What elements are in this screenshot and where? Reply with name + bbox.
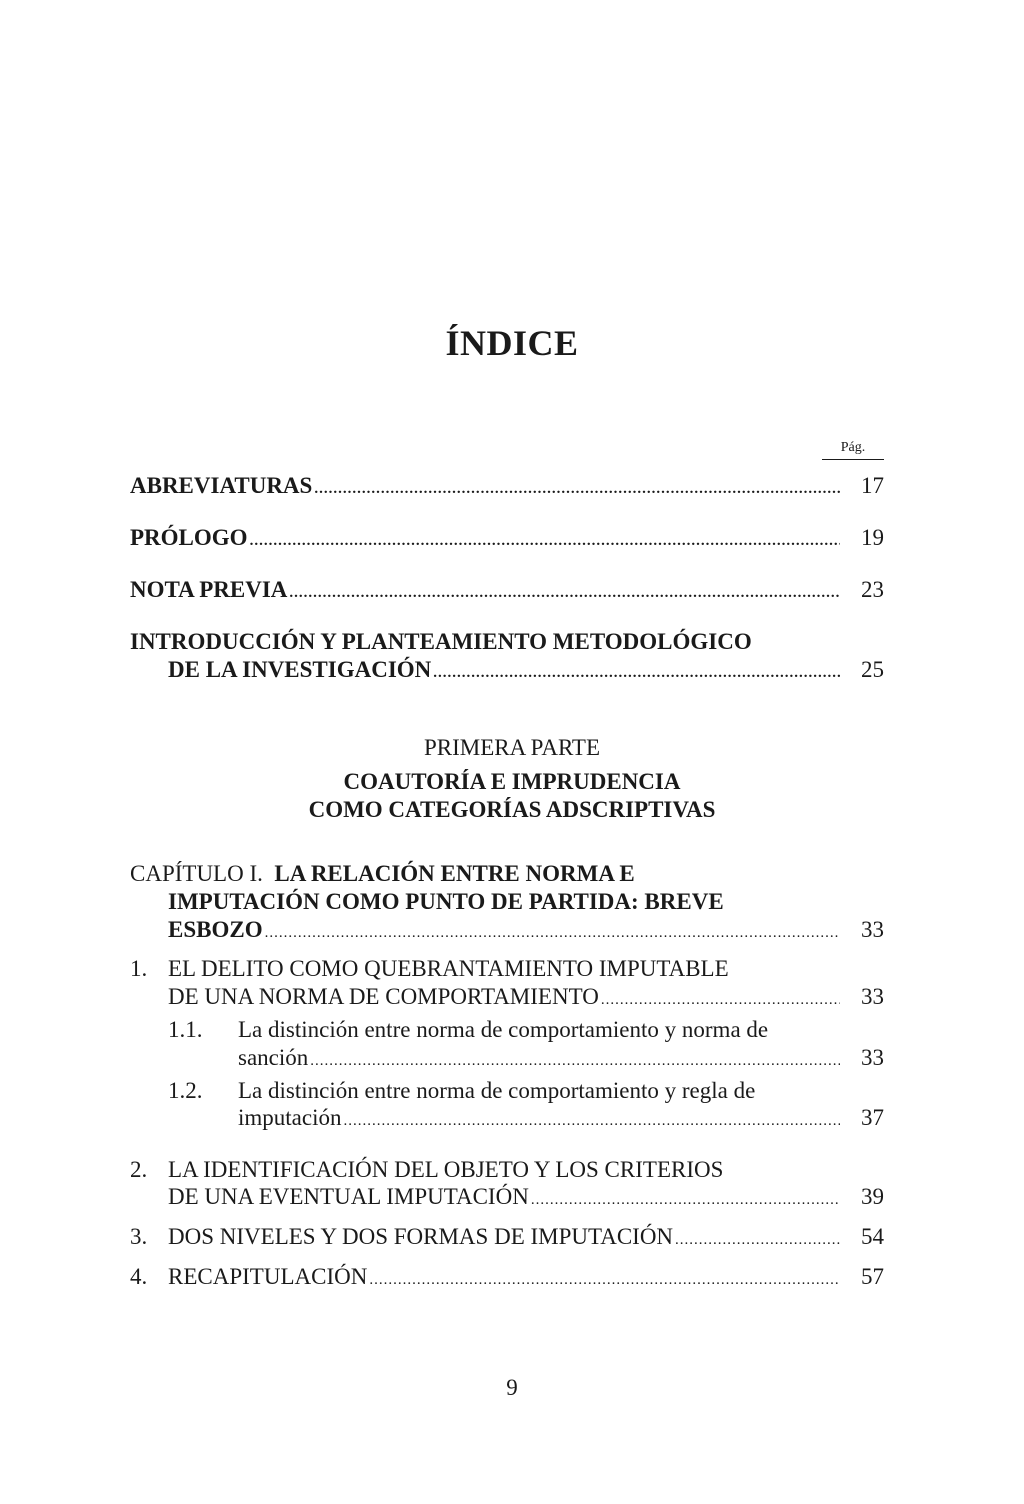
- toc-entry-label: ABREVIATURAS: [130, 473, 313, 498]
- section-number: 2.: [130, 1157, 148, 1182]
- subsection-title-line2: imputación: [238, 1105, 342, 1130]
- section-entry-3[interactable]: [168, 1222, 884, 1252]
- toc-entry-label: DE LA INVESTIGACIÓN: [168, 657, 432, 682]
- section-entry-2[interactable]: [168, 1182, 884, 1212]
- toc-entry-page: 17: [861, 473, 884, 498]
- toc-entry-page: 33: [861, 984, 884, 1009]
- chapter-title-line2: IMPUTACIÓN COMO PUNTO DE PARTIDA: BREVE: [168, 889, 724, 914]
- toc-entry-introduccion-line1[interactable]: INTRODUCCIÓN Y PLANTEAMIENTO METODOLÓGICO: [130, 629, 752, 654]
- part-title-line2: COMO CATEGORÍAS ADSCRIPTIVAS: [308, 797, 716, 822]
- dot-leader: [343, 1106, 840, 1136]
- subsection-title-line1[interactable]: La distinción entre norma de comportamiento y norma de: [238, 1017, 769, 1042]
- dot-leader: [265, 918, 840, 948]
- section-number: 4.: [130, 1264, 148, 1289]
- section-title-line1[interactable]: EL DELITO COMO QUEBRANTAMIENTO IMPUTABLE: [168, 956, 729, 981]
- section-entry-1[interactable]: [168, 982, 884, 1012]
- toc-entry-introduccion[interactable]: [168, 655, 884, 685]
- toc-entry-page: 23: [861, 577, 884, 602]
- toc-entry-label: NOTA PREVIA: [130, 577, 288, 602]
- dot-leader: [675, 1225, 840, 1255]
- toc-entry-abreviaturas[interactable]: [130, 471, 884, 501]
- toc-entry-page: 33: [861, 917, 884, 942]
- chapter-entry[interactable]: [168, 915, 884, 945]
- section-number: 3.: [130, 1224, 148, 1249]
- section-title-line2: DE UNA EVENTUAL IMPUTACIÓN: [168, 1184, 529, 1209]
- toc-entry-prologo[interactable]: [130, 523, 884, 553]
- section-title: RECAPITULACIÓN: [168, 1264, 368, 1289]
- subsection-title-line1[interactable]: La distinción entre norma de comportamiento y regla de: [238, 1078, 756, 1103]
- subsection-entry-1-1[interactable]: [238, 1043, 884, 1073]
- chapter-title-line3: ESBOZO: [168, 917, 263, 942]
- toc-entry-page: 54: [861, 1224, 884, 1249]
- page-title: ÍNDICE: [445, 323, 579, 363]
- dot-leader: [250, 526, 840, 556]
- subsection-number: 1.2.: [168, 1078, 203, 1103]
- dot-leader: [289, 578, 840, 608]
- toc-entry-nota-previa[interactable]: [130, 575, 884, 605]
- toc-entry-label: PRÓLOGO: [130, 525, 248, 550]
- subsection-number: 1.1.: [168, 1017, 203, 1042]
- dot-leader: [601, 985, 840, 1015]
- subsection-title-line2: sanción: [238, 1045, 309, 1070]
- subsection-entry-1-2[interactable]: [238, 1103, 884, 1133]
- section-number: 1.: [130, 956, 148, 981]
- toc-entry-page: 25: [861, 657, 884, 682]
- section-title-line2: DE UNA NORMA DE COMPORTAMIENTO: [168, 984, 599, 1009]
- part-title-line1: COAUTORÍA E IMPRUDENCIA: [343, 769, 681, 794]
- dot-leader: [531, 1185, 840, 1215]
- toc-entry-page: 19: [861, 525, 884, 550]
- toc-entry-page: 39: [861, 1184, 884, 1209]
- chapter-title-line1: LA RELACIÓN ENTRE NORMA E: [274, 861, 635, 886]
- page-column-rule: [822, 459, 884, 460]
- page-number: 9: [506, 1375, 518, 1400]
- toc-entry-page: 33: [861, 1045, 884, 1070]
- section-title: DOS NIVELES Y DOS FORMAS DE IMPUTACIÓN: [168, 1224, 674, 1249]
- chapter-prefix: CAPÍTULO I.: [130, 861, 263, 886]
- page-column-label: Pág.: [840, 440, 866, 455]
- part-label: PRIMERA PARTE: [423, 735, 601, 760]
- toc-entry-page: 37: [861, 1105, 884, 1130]
- dot-leader: [433, 658, 840, 688]
- section-title-line1[interactable]: LA IDENTIFICACIÓN DEL OBJETO Y LOS CRITERIOS: [168, 1157, 724, 1182]
- section-entry-4[interactable]: [168, 1262, 884, 1292]
- dot-leader: [369, 1265, 840, 1295]
- dot-leader: [314, 474, 840, 504]
- toc-entry-page: 57: [861, 1264, 884, 1289]
- dot-leader: [310, 1046, 840, 1076]
- chapter-heading[interactable]: [130, 859, 635, 889]
